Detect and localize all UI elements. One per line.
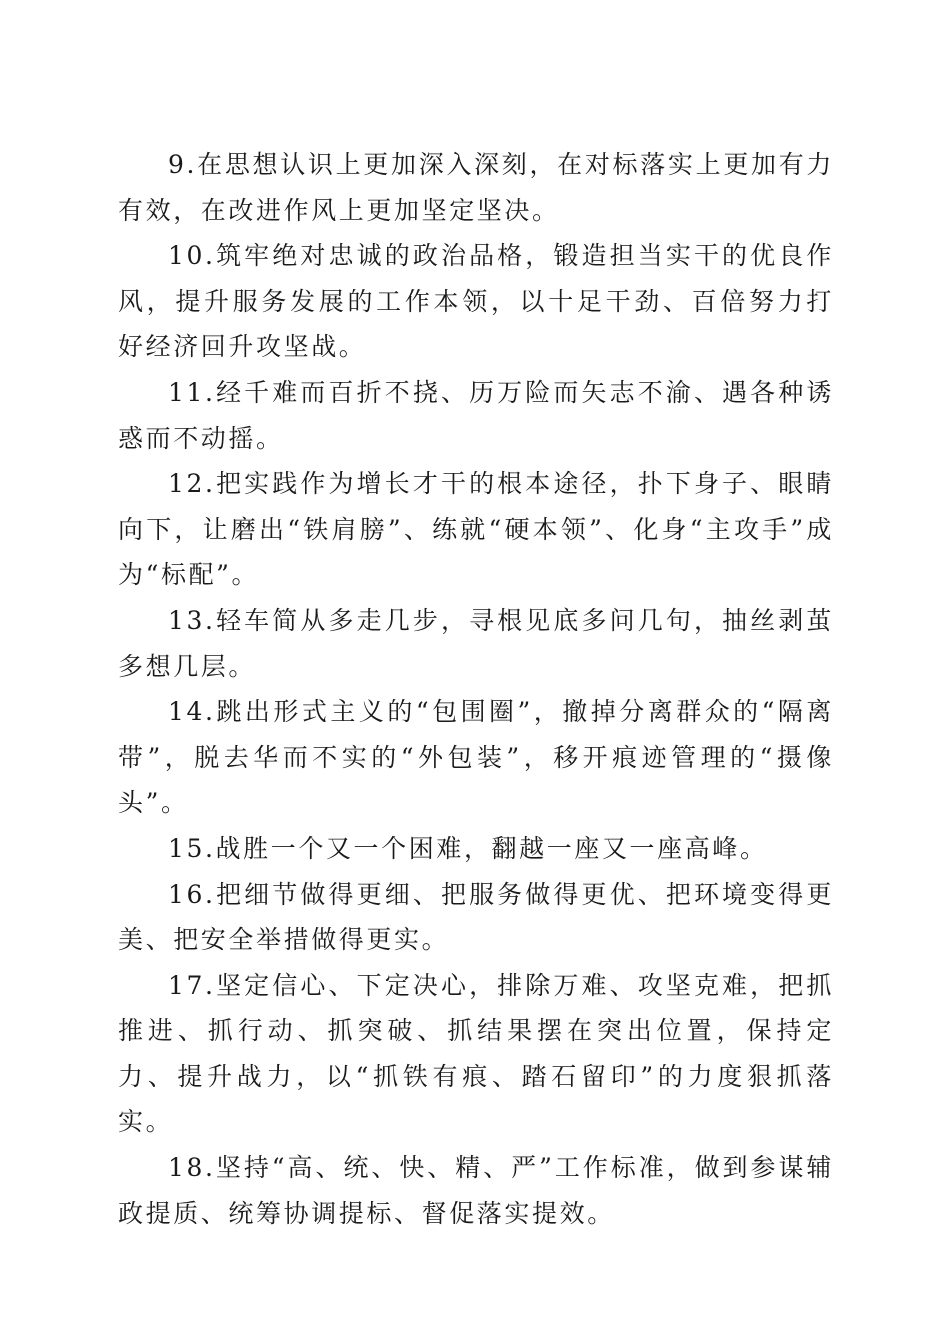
- paragraph-13: 13.轻车简从多走几步，寻根见底多问几句，抽丝剥茧多想几层。: [118, 605, 834, 681]
- paragraph-10: 10.筑牢绝对忠诚的政治品格，锻造担当实干的优良作风，提升服务发展的工作本领，以十足干劲、百倍努力打好经济回升攻坚战。: [118, 241, 834, 362]
- paragraph-15: 15.战胜一个又一个困难，翻越一座又一座高峰。: [168, 833, 768, 863]
- paragraph-12: 12.把实践作为增长才干的根本途径，扑下身子、眼睛向下，让磨出“铁肩膀”、练就“硬本领”、化身“主攻手”成为“标配”。: [118, 469, 834, 590]
- paragraph-9: 9.在思想认识上更加深入深刻，在对标落实上更加有力有效，在改进作风上更加坚定坚决。: [118, 150, 834, 225]
- paragraph-18: 18.坚持“高、统、快、精、严”工作标准，做到参谋辅政提质、统筹协调提标、督促落实提效。: [118, 1153, 834, 1228]
- paragraph-14: 14.跳出形式主义的“包围圈”，撤掉分离群众的“隔离带”，脱去华而不实的“外包装”，移开痕迹管理的“摄像头”。: [118, 697, 834, 818]
- paragraph-11: 11.经千难而百折不挠、历万险而矢志不渝、遇各种诱惑而不动摇。: [118, 377, 834, 453]
- paragraph-16: 16.把细节做得更细、把服务做得更优、把环境变得更美、把安全举措做得更实。: [118, 879, 834, 955]
- document-body: [118, 142, 834, 1236]
- paragraph-17: 17.坚定信心、下定决心，排除万难、攻坚克难，把抓推进、抓行动、抓突破、抓结果摆在突出位置，保持定力、提升战力，以“抓铁有痕、踏石留印”的力度狠抓落实。: [118, 970, 834, 1137]
